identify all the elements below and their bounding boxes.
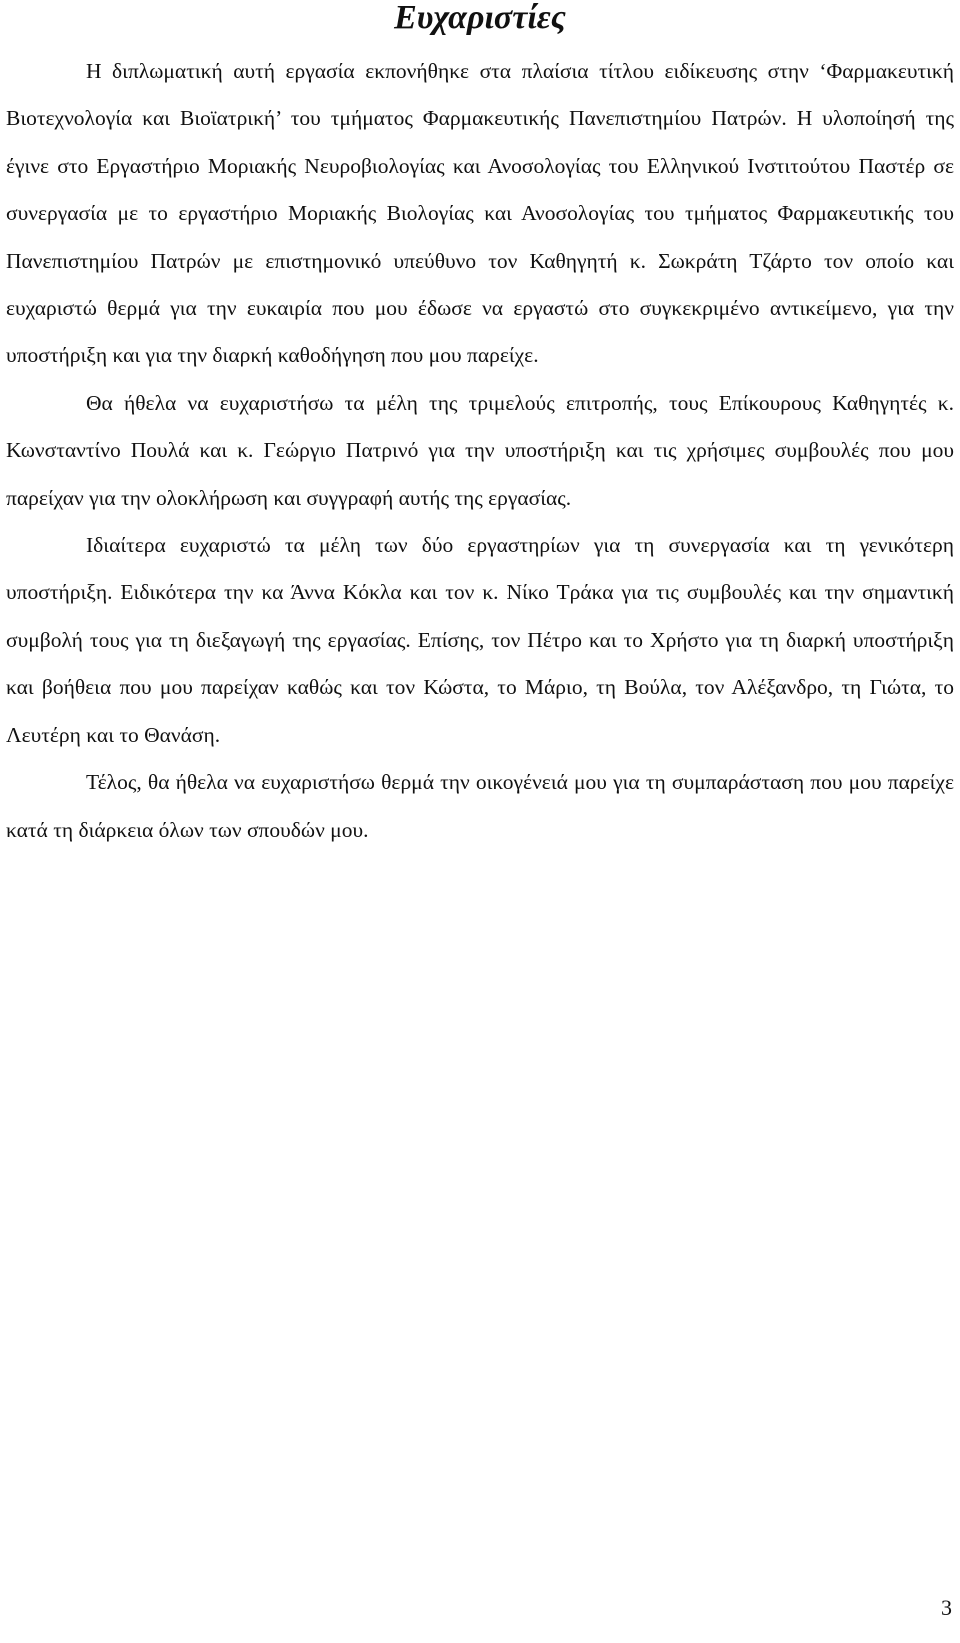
page-number: 3	[941, 1595, 952, 1620]
page-title: Ευχαριστίες	[394, 0, 566, 36]
paragraph-4: Τέλος, θα ήθελα να ευχαριστήσω θερμά την οικογένειά μου για τη συμπαράσταση που μου παρείχε κατά τη διάρκεια όλων των σπουδών μου.	[6, 770, 954, 842]
paragraph-3: Ιδιαίτερα ευχαριστώ τα μέλη των δύο εργαστηρίων για τη συνεργασία και τη γενικότερη υποστήριξη. Ειδικότερα την κα Άννα Κόκλα και τον κ. Νίκο Τράκα για τις συμβουλές και την σημαντική συμβολή τους για τη διεξαγωγή της εργασίας. Επίσης, τον Πέτρο και το Χρήστο για τη διαρκή υποστήριξη και βοήθεια που μου παρείχαν καθώς και τον Κώστα, το Μάριο, τη Βούλα, τον Αλέξανδρο, τη Γιώτα, το Λευτέρη και το Θανάση.	[6, 533, 954, 747]
paragraph-2: Θα ήθελα να ευχαριστήσω τα μέλη της τριμελούς επιτροπής, τους Επίκουρους Καθηγητές κ. Κωνσταντίνο Πουλά και κ. Γεώργιο Πατρινό για την υποστήριξη και τις χρήσιμες συμβουλές που μου παρείχαν για την ολοκλήρωση και συγγραφή αυτής της εργασίας.	[6, 390, 954, 510]
paragraph-1: Η διπλωματική αυτή εργασία εκπονήθηκε στα πλαίσια τίτλου ειδίκευσης στην ‘Φαρμακευτική Βιοτεχνολογία και Βιοϊατρική’ του τμήματος Φαρμακευτικής Πανεπιστημίου Πατρών. Η υλοποίησή της έγινε στο Εργαστήριο Μοριακής Νευροβιολογίας και Ανοσολογίας του Ελληνικού Ινστιτούτου Παστέρ σε συνεργασία με το εργαστήριο Μοριακής Βιολογίας και Ανοσολογίας του τμήματος Φαρμακευτικής του Πανεπιστημίου Πατρών με επιστημονικό υπεύθυνο τον Καθηγητή κ. Σωκράτη Τζάρτο τον οποίο και ευχαριστώ θερμά για την ευκαιρία που μου έδωσε να εργαστώ στο συγκεκριμένο αντικείμενο, για την υποστήριξη και για την διαρκή καθοδήγηση που μου παρείχε.	[6, 59, 954, 368]
acknowledgements-body	[6, 48, 954, 854]
